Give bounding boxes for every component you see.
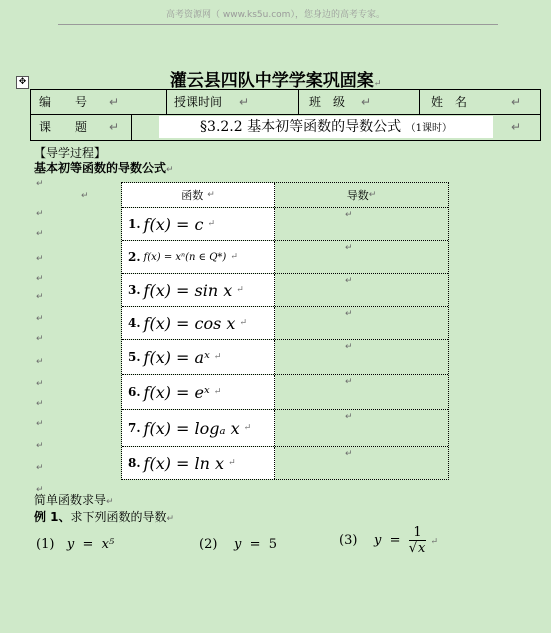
section2-title — [34, 491, 114, 508]
derivative-cell[interactable]: ↵ — [345, 243, 353, 253]
paragraph-mark: ↵ — [36, 209, 44, 219]
header-rule — [58, 24, 498, 25]
topic-label: 课 题 — [39, 120, 88, 134]
function-cell: 5. f(x) = aˣ ↵ — [122, 340, 275, 374]
derivative-cell[interactable]: ↵ — [345, 377, 353, 387]
derivative-cell[interactable]: ↵ — [345, 342, 353, 352]
info-row-2 — [30, 114, 541, 141]
paragraph-mark: ↵ — [36, 419, 44, 429]
table-row — [122, 340, 448, 375]
paragraph-mark: ↵ — [36, 357, 44, 367]
exercise-2: (2) y = 5 — [199, 537, 278, 552]
info-table — [30, 89, 541, 141]
class-label: 班 级 — [309, 95, 346, 109]
page-header-text: 高考资源网（ www.ks5u.com），您身边的高考专家。 — [166, 10, 385, 20]
class-date-label: 授课时间 — [174, 95, 223, 109]
number-label: 编 号 — [39, 95, 88, 109]
cell-divider — [166, 90, 167, 114]
paragraph-mark: ↵ — [106, 497, 114, 507]
paragraph-mark: ↵ — [511, 120, 522, 134]
table-row — [122, 241, 448, 274]
function-column-header: 函数 ↵ — [122, 183, 275, 207]
function-cell: 7. f(x) = logₐ x ↵ — [122, 410, 275, 446]
derivative-formula-table — [121, 182, 449, 480]
derivative-cell[interactable]: ↵ — [345, 210, 353, 220]
table-move-handle[interactable]: ✥ — [16, 76, 29, 89]
table-row — [122, 375, 448, 410]
derivative-cell[interactable]: ↵ — [345, 276, 353, 286]
lesson-title-text: §3.2.2 基本初等函数的导数公式 — [200, 119, 402, 135]
paragraph-mark: ↵ — [239, 95, 250, 109]
function-cell: 6. f(x) = eˣ ↵ — [122, 375, 275, 409]
paragraph-mark: ↵ — [166, 165, 174, 175]
paragraph-mark: ↵ — [36, 229, 44, 239]
lesson-hours: （1课时） — [405, 123, 452, 134]
table-row — [122, 410, 448, 447]
table-row — [122, 447, 448, 479]
example-1 — [34, 508, 174, 525]
paragraph-mark: ↵ — [511, 95, 522, 109]
name-label: 姓 名 — [431, 95, 468, 109]
paragraph-mark: ↵ — [36, 292, 44, 302]
formula-subheading — [34, 159, 174, 176]
table-row — [122, 307, 448, 340]
paragraph-mark: ↵ — [36, 314, 44, 324]
paragraph-mark: ↵ — [36, 334, 44, 344]
paragraph-mark: ↵ — [36, 379, 44, 389]
cell-divider — [419, 90, 420, 114]
table-row — [122, 274, 448, 307]
paragraph-mark: ↵ — [36, 254, 44, 264]
subheading-text: 基本初等函数的导数公式 — [34, 161, 167, 175]
cell-divider — [298, 90, 299, 114]
function-cell: 1. f(x) = c ↵ — [122, 208, 275, 240]
table-row — [122, 208, 448, 241]
paragraph-mark: ↵ — [36, 274, 44, 284]
paragraph-mark: ↵ — [373, 79, 382, 89]
function-cell: 2. f(x) = xⁿ(n ∈ Q*) ↵ — [122, 241, 275, 273]
derivative-cell[interactable]: ↵ — [345, 309, 353, 319]
cell-divider — [131, 115, 132, 140]
derivative-cell[interactable]: ↵ — [345, 412, 353, 422]
section2-title-text: 简单函数求导 — [34, 493, 107, 507]
paragraph-mark: ↵ — [36, 441, 44, 451]
paragraph-mark: ↵ — [36, 463, 44, 473]
paragraph-mark: ↵ — [109, 95, 120, 109]
exercise-3: (3) y = $\frac{1}{√x}$ ↵ — [339, 525, 439, 556]
paragraph-mark: ↵ — [109, 120, 120, 134]
paragraph-mark: ↵ — [81, 191, 89, 201]
section-header: 【导学过程】 — [34, 146, 107, 160]
table-header-row — [122, 183, 448, 208]
derivative-cell[interactable]: ↵ — [345, 449, 353, 459]
function-cell: 8. f(x) = ln x ↵ — [122, 447, 275, 479]
document-title-text: 灌云县四队中学学案巩固案 — [169, 71, 374, 91]
example-label: 例 1、 — [34, 510, 71, 524]
paragraph-mark: ↵ — [36, 485, 44, 495]
example-text: 求下列函数的导数 — [70, 510, 167, 524]
derivative-column-header: 导数 ↵ — [346, 189, 377, 202]
document-title — [0, 66, 551, 91]
exercises — [36, 525, 516, 577]
paragraph-mark: ↵ — [36, 399, 44, 409]
function-cell: 3. f(x) = sin x ↵ — [122, 274, 275, 306]
paragraph-mark: ↵ — [361, 95, 372, 109]
info-row-1 — [30, 89, 541, 115]
function-cell: 4. f(x) = cos x ↵ — [122, 307, 275, 339]
paragraph-mark: ↵ — [166, 514, 175, 524]
lesson-title — [159, 116, 493, 138]
exercise-1: (1) y = x⁵ — [36, 537, 115, 552]
paragraph-mark: ↵ — [36, 179, 44, 189]
fraction: $\frac{1}{√x}$ — [408, 525, 426, 556]
